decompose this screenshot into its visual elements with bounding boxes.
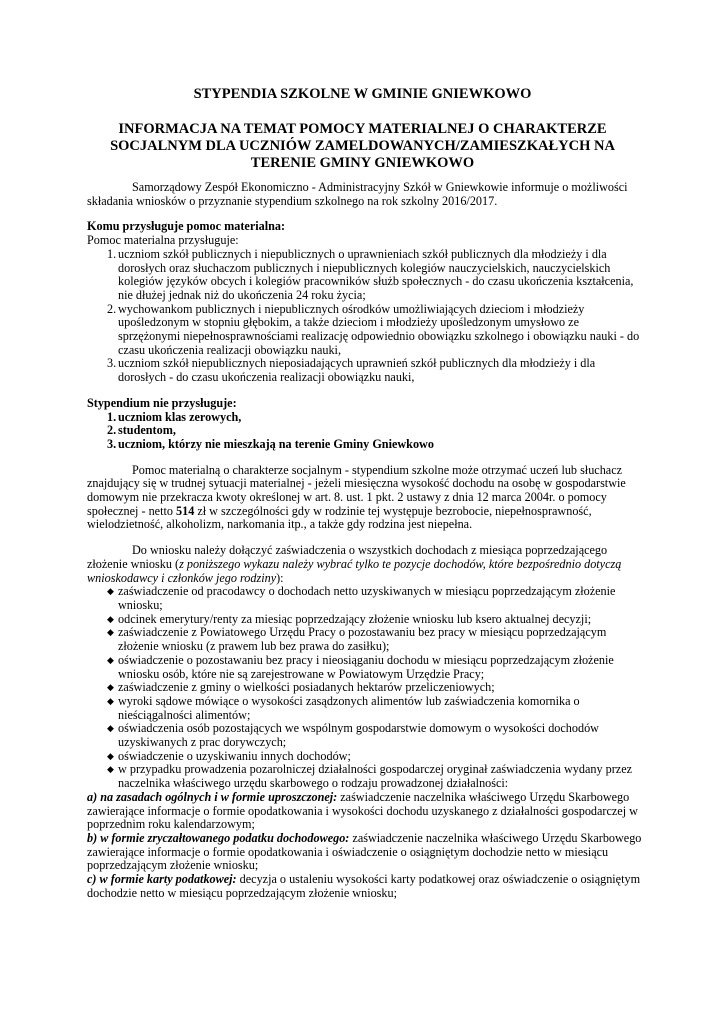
diamond-bullet-icon: ◆ [107,627,114,638]
document-body [87,181,642,900]
diamond-bullet-icon: ◆ [107,695,114,706]
eligible-lead: Pomoc materialna przysługuje: [87,233,239,248]
income-threshold: 514 [176,503,195,518]
page-title: STYPENDIA SZKOLNE W GMINIE GNIEWKOWO [193,86,532,102]
diamond-bullet-icon: ◆ [107,586,114,597]
diamond-bullet-icon: ◆ [107,682,114,693]
diamond-bullet-icon: ◆ [107,764,114,775]
subtitle-line: SOCJALNYM DLA UCZNIÓW ZAMELDOWANYCH/ZAMIESZKAŁYCH NA [110,138,615,154]
list-item: 2. studentom, [107,423,176,438]
list-item: ◆ wyroki sądowe mówiące o wysokości zasądzonych alimentów lub zaświadczenia komornika o nieściągalności alimentów; [107,693,580,722]
list-item: 1. uczniom klas zerowych, [107,409,242,424]
list-item: 1. uczniom szkół publicznych i niepublicznych o uprawnieniach szkół publicznych dla młodzieży i dla dorosłych oraz słuchaczom publicznych i niepublicznych kolegiów nauczycielskich, nauczycielskich kolegiów języków obcych i kolegiów pracowników służb społecznych - do czasu ukończenia kształcenia, nie dłużej jednak niż do ukończenia 24 roku życia; [107,246,634,302]
not-eligible-heading: Stypendium nie przysługuje: [87,395,237,410]
diamond-bullet-icon: ◆ [107,654,114,665]
not-eligible-list [87,411,642,452]
eligible-list [87,248,642,385]
eligible-heading: Komu przysługuje pomoc materialna: [87,219,286,234]
attachments-paragraph: Do wniosku należy dołączyć zaświadczenia o wszystkich dochodach z miesiąca poprzedzającego złożenie wniosku (z poniższego wykazu należy wybrać tylko te pozycje dochodów, które bezpośrednio dotyczą wnioskodawcy i członków jego rodziny): [87,543,622,585]
business-option-a: a) na zasadach ogólnych i w formie uproszczonej: zaświadczenie naczelnika właściwego Urzędu Skarbowego zawierające informacje o formie opodatkowania i wysokości dochodu uzyskanego z działalności gospodarczej w poprzednim roku kalendarzowym; [87,789,638,832]
diamond-bullet-icon: ◆ [107,613,114,624]
subtitle-line: TERENIE GMINY GNIEWKOWO [250,155,475,171]
list-item: ◆ w przypadku prowadzenia pozarolniczej działalności gospodarczej oryginał zaświadczenia wydany przez naczelnika właściwego urzędu skarbowego o rodzaju prowadzonej działalności: [107,762,633,791]
list-item: 2. wychowankom publicznych i niepublicznych ośrodków umożliwiających dzieciom i młodzieży upośledzonym w stopniu głębokim, a także dzieciom i młodzieży upośledzonym umysłowo ze sprzężonymi niepełnosprawnościami realizację odpowiednio obowiązku szkolnego i obowiązku nauki - do czasu ukończenia realizacji obowiązku nauki, [107,301,640,357]
attachments-list [87,585,642,791]
criteria-paragraph: Pomoc materialną o charakterze socjalnym - stypendium szkolne może otrzymać uczeń lub słuchacz znajdujący się w trudnej sytuacji materialnej - jeżeli miesięczna wysokość dochodu na osobę w gospodarstwie domowym nie przekracza kwoty określonej w art. 8. ust. 1 pkt. 2 ustawy z dnia 12 marca 2004r. o pomocy społecznej - netto 514 zł w szczególności gdy w rodzinie tej występuje bezrobocie, niepełnosprawność, wielodzietność, alkoholizm, narkomania itp., a także gdy rodzina jest niepełna. [87,462,626,532]
business-option-c: c) w formie karty podatkowej: decyzja o ustaleniu wysokości karty podatkowej oraz oświadczenie o osiągniętym dochodzie netto w miesiącu poprzedzającym złożenie wniosku; [87,872,641,900]
diamond-bullet-icon: ◆ [107,723,114,734]
diamond-bullet-icon: ◆ [107,750,114,761]
list-item: ◆ zaświadczenie z gminy o wielkości posiadanych hektarów przeliczeniowych; [107,680,495,695]
list-item: 3. uczniom szkół niepublicznych nieposiadających uprawnień szkół publicznych dla młodzieży i dla dorosłych - do czasu ukończenia realizacji obowiązku nauki, [107,356,596,385]
business-option-b: b) w formie zryczałtowanego podatku dochodowego: zaświadczenie naczelnika właściwego Urzędu Skarbowego zawierające informacje o formie opodatkowania i oświadczenie o osiągniętym dochodzie netto w miesiącu poprzedzającym złożenie wniosku; [87,830,642,873]
list-item: ◆ zaświadczenie z Powiatowego Urzędu Pracy o pozostawaniu bez pracy w miesiącu poprzedzającym złożenie wniosku (z prawem lub bez prawa do zasiłku); [107,625,607,654]
list-item: ◆ odcinek emerytury/renty za miesiąc poprzedzający złożenie wniosku lub ksero aktualnej decyzji; [107,611,592,626]
list-item: ◆ zaświadczenie od pracodawcy o dochodach netto uzyskiwanych w miesiącu poprzedzającym złożenie wniosku; [107,584,616,612]
list-item: 3. uczniom, którzy nie mieszkają na terenie Gminy Gniewkowo [107,436,434,451]
intro-paragraph: Samorządowy Zespół Ekonomiczno - Administracyjny Szkół w Gniewkowie informuje o możliwości składania wniosków o przyznanie stypendium szkolnego na rok szkolny 2016/2017. [87,180,628,208]
list-item: ◆ oświadczenie o pozostawaniu bez pracy i nieosiąganiu dochodu w miesiącu poprzedzającym złożenie wniosku osób, które nie są zarejestrowane w Powiatowym Urzędzie Pracy; [107,652,614,681]
page-subtitle [60,121,665,172]
list-item: ◆ oświadczenie o uzyskiwaniu innych dochodów; [107,748,351,763]
subtitle-line: INFORMACJA NA TEMAT POMOCY MATERIALNEJ O CHARAKTERZE [118,121,607,137]
list-item: ◆ oświadczenia osób pozostających we wspólnym gospodarstwie domowym o wysokości dochodów uzyskiwanych z prac dorywczych; [107,721,599,750]
